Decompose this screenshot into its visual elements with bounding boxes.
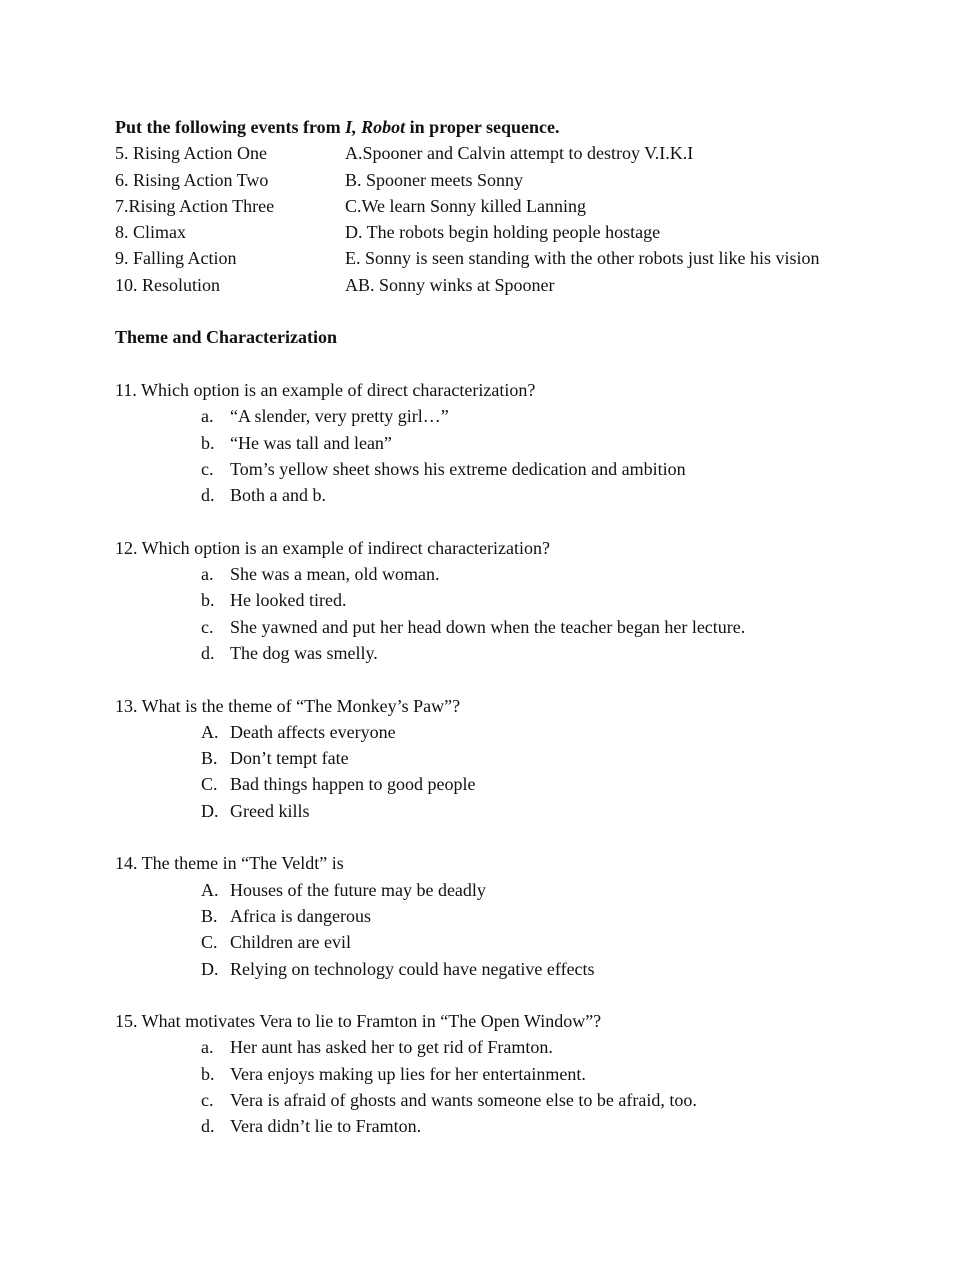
option-letter: d. [201, 1116, 215, 1137]
option-text: Relying on technology could have negative effects [230, 958, 595, 979]
option-letter: b. [201, 590, 215, 611]
option-letter: a. [201, 406, 214, 427]
question-prompt: 11. Which option is an example of direct characterization? [115, 379, 536, 400]
sequence-row [115, 272, 875, 298]
answer-option [115, 771, 875, 797]
answer-option [115, 719, 875, 745]
answer-option [115, 1061, 875, 1087]
answer-option [115, 614, 875, 640]
option-text: Don’t tempt fate [230, 748, 349, 769]
sequence-table [115, 140, 875, 298]
answer-option [115, 1113, 875, 1139]
question-prompt: 14. The theme in “The Veldt” is [115, 853, 344, 874]
answer-option [115, 640, 875, 666]
option-text: Vera is afraid of ghosts and wants someone else to be afraid, too. [230, 1089, 697, 1110]
option-letter: c. [201, 1089, 214, 1110]
sequence-stage: 8. Climax [115, 222, 186, 243]
sequence-heading [115, 114, 875, 140]
option-letter: B. [201, 905, 218, 926]
option-letter: D. [201, 800, 219, 821]
option-letter: b. [201, 432, 215, 453]
option-text: She was a mean, old woman. [230, 564, 440, 585]
spacer [115, 666, 875, 692]
option-letter: a. [201, 1037, 214, 1058]
option-letter: c. [201, 458, 214, 479]
option-letter: b. [201, 1063, 215, 1084]
question-prompt: 12. Which option is an example of indirect characterization? [115, 537, 550, 558]
answer-option [115, 903, 875, 929]
option-text: Houses of the future may be deadly [230, 879, 486, 900]
option-letter: B. [201, 748, 218, 769]
option-letter: A. [201, 721, 219, 742]
question-14 [115, 850, 875, 981]
question-prompt: 15. What motivates Vera to lie to Framton in “The Open Window”? [115, 1011, 602, 1032]
sequence-heading-prefix: Put the following events from [115, 117, 346, 137]
question-12 [115, 535, 875, 666]
sequence-row [115, 245, 875, 271]
sequence-event: E. Sonny is seen standing with the other robots just like his vision [345, 248, 820, 269]
spacer [115, 351, 875, 377]
answer-option [115, 1034, 875, 1060]
sequence-row [115, 219, 875, 245]
sequence-heading-title: I, Robot [345, 117, 406, 137]
sequence-stage: 10. Resolution [115, 274, 221, 295]
option-letter: d. [201, 485, 215, 506]
answer-option [115, 1087, 875, 1113]
answer-option [115, 745, 875, 771]
option-letter: C. [201, 774, 218, 795]
option-text: Bad things happen to good people [230, 774, 476, 795]
option-letter: C. [201, 932, 218, 953]
answer-option [115, 482, 875, 508]
answer-option [115, 430, 875, 456]
question-prompt: 13. What is the theme of “The Monkey’s Paw”? [115, 695, 461, 716]
sequence-stage: 6. Rising Action Two [115, 169, 269, 190]
answer-option [115, 561, 875, 587]
question-11 [115, 377, 875, 508]
sequence-row [115, 193, 875, 219]
sequence-event: B. Spooner meets Sonny [345, 169, 523, 190]
option-text: Death affects everyone [230, 721, 396, 742]
option-text: Her aunt has asked her to get rid of Framton. [230, 1037, 553, 1058]
sequence-event: C.We learn Sonny killed Lanning [345, 195, 587, 216]
option-text: “He was tall and lean” [230, 432, 392, 453]
spacer [115, 824, 875, 850]
spacer [115, 982, 875, 1008]
sequence-heading-suffix: in proper sequence. [405, 117, 560, 137]
answer-option [115, 456, 875, 482]
option-letter: d. [201, 642, 215, 663]
answer-option [115, 403, 875, 429]
option-letter: A. [201, 879, 219, 900]
answer-option [115, 877, 875, 903]
sequence-row [115, 140, 875, 166]
option-text: Vera enjoys making up lies for her entertainment. [230, 1063, 586, 1084]
sequence-stage: 5. Rising Action One [115, 143, 267, 164]
option-text: The dog was smelly. [230, 642, 378, 663]
sequence-event: D. The robots begin holding people hostage [345, 222, 661, 243]
option-text: He looked tired. [230, 590, 347, 611]
option-text: Both a and b. [230, 485, 326, 506]
sequence-row [115, 167, 875, 193]
spacer [115, 298, 875, 324]
worksheet-page [115, 114, 875, 1140]
option-letter: D. [201, 958, 219, 979]
option-letter: c. [201, 616, 214, 637]
question-15 [115, 1008, 875, 1139]
option-text: Tom’s yellow sheet shows his extreme dedication and ambition [230, 458, 686, 479]
answer-option [115, 587, 875, 613]
option-text: Children are evil [230, 932, 351, 953]
option-text: She yawned and put her head down when the teacher began her lecture. [230, 616, 746, 637]
option-letter: a. [201, 564, 214, 585]
answer-option [115, 798, 875, 824]
sequence-event: AB. Sonny winks at Spooner [345, 274, 555, 295]
question-13 [115, 693, 875, 824]
sequence-stage: 9. Falling Action [115, 248, 237, 269]
option-text: Vera didn’t lie to Framton. [230, 1116, 422, 1137]
sequence-stage: 7.Rising Action Three [115, 195, 275, 216]
option-text: Greed kills [230, 800, 310, 821]
sequence-event: A.Spooner and Calvin attempt to destroy V.I.K.I [345, 143, 694, 164]
answer-option [115, 929, 875, 955]
spacer [115, 508, 875, 534]
section-title: Theme and Characterization [115, 327, 337, 348]
answer-option [115, 956, 875, 982]
option-text: “A slender, very pretty girl…” [230, 406, 449, 427]
option-text: Africa is dangerous [230, 905, 371, 926]
